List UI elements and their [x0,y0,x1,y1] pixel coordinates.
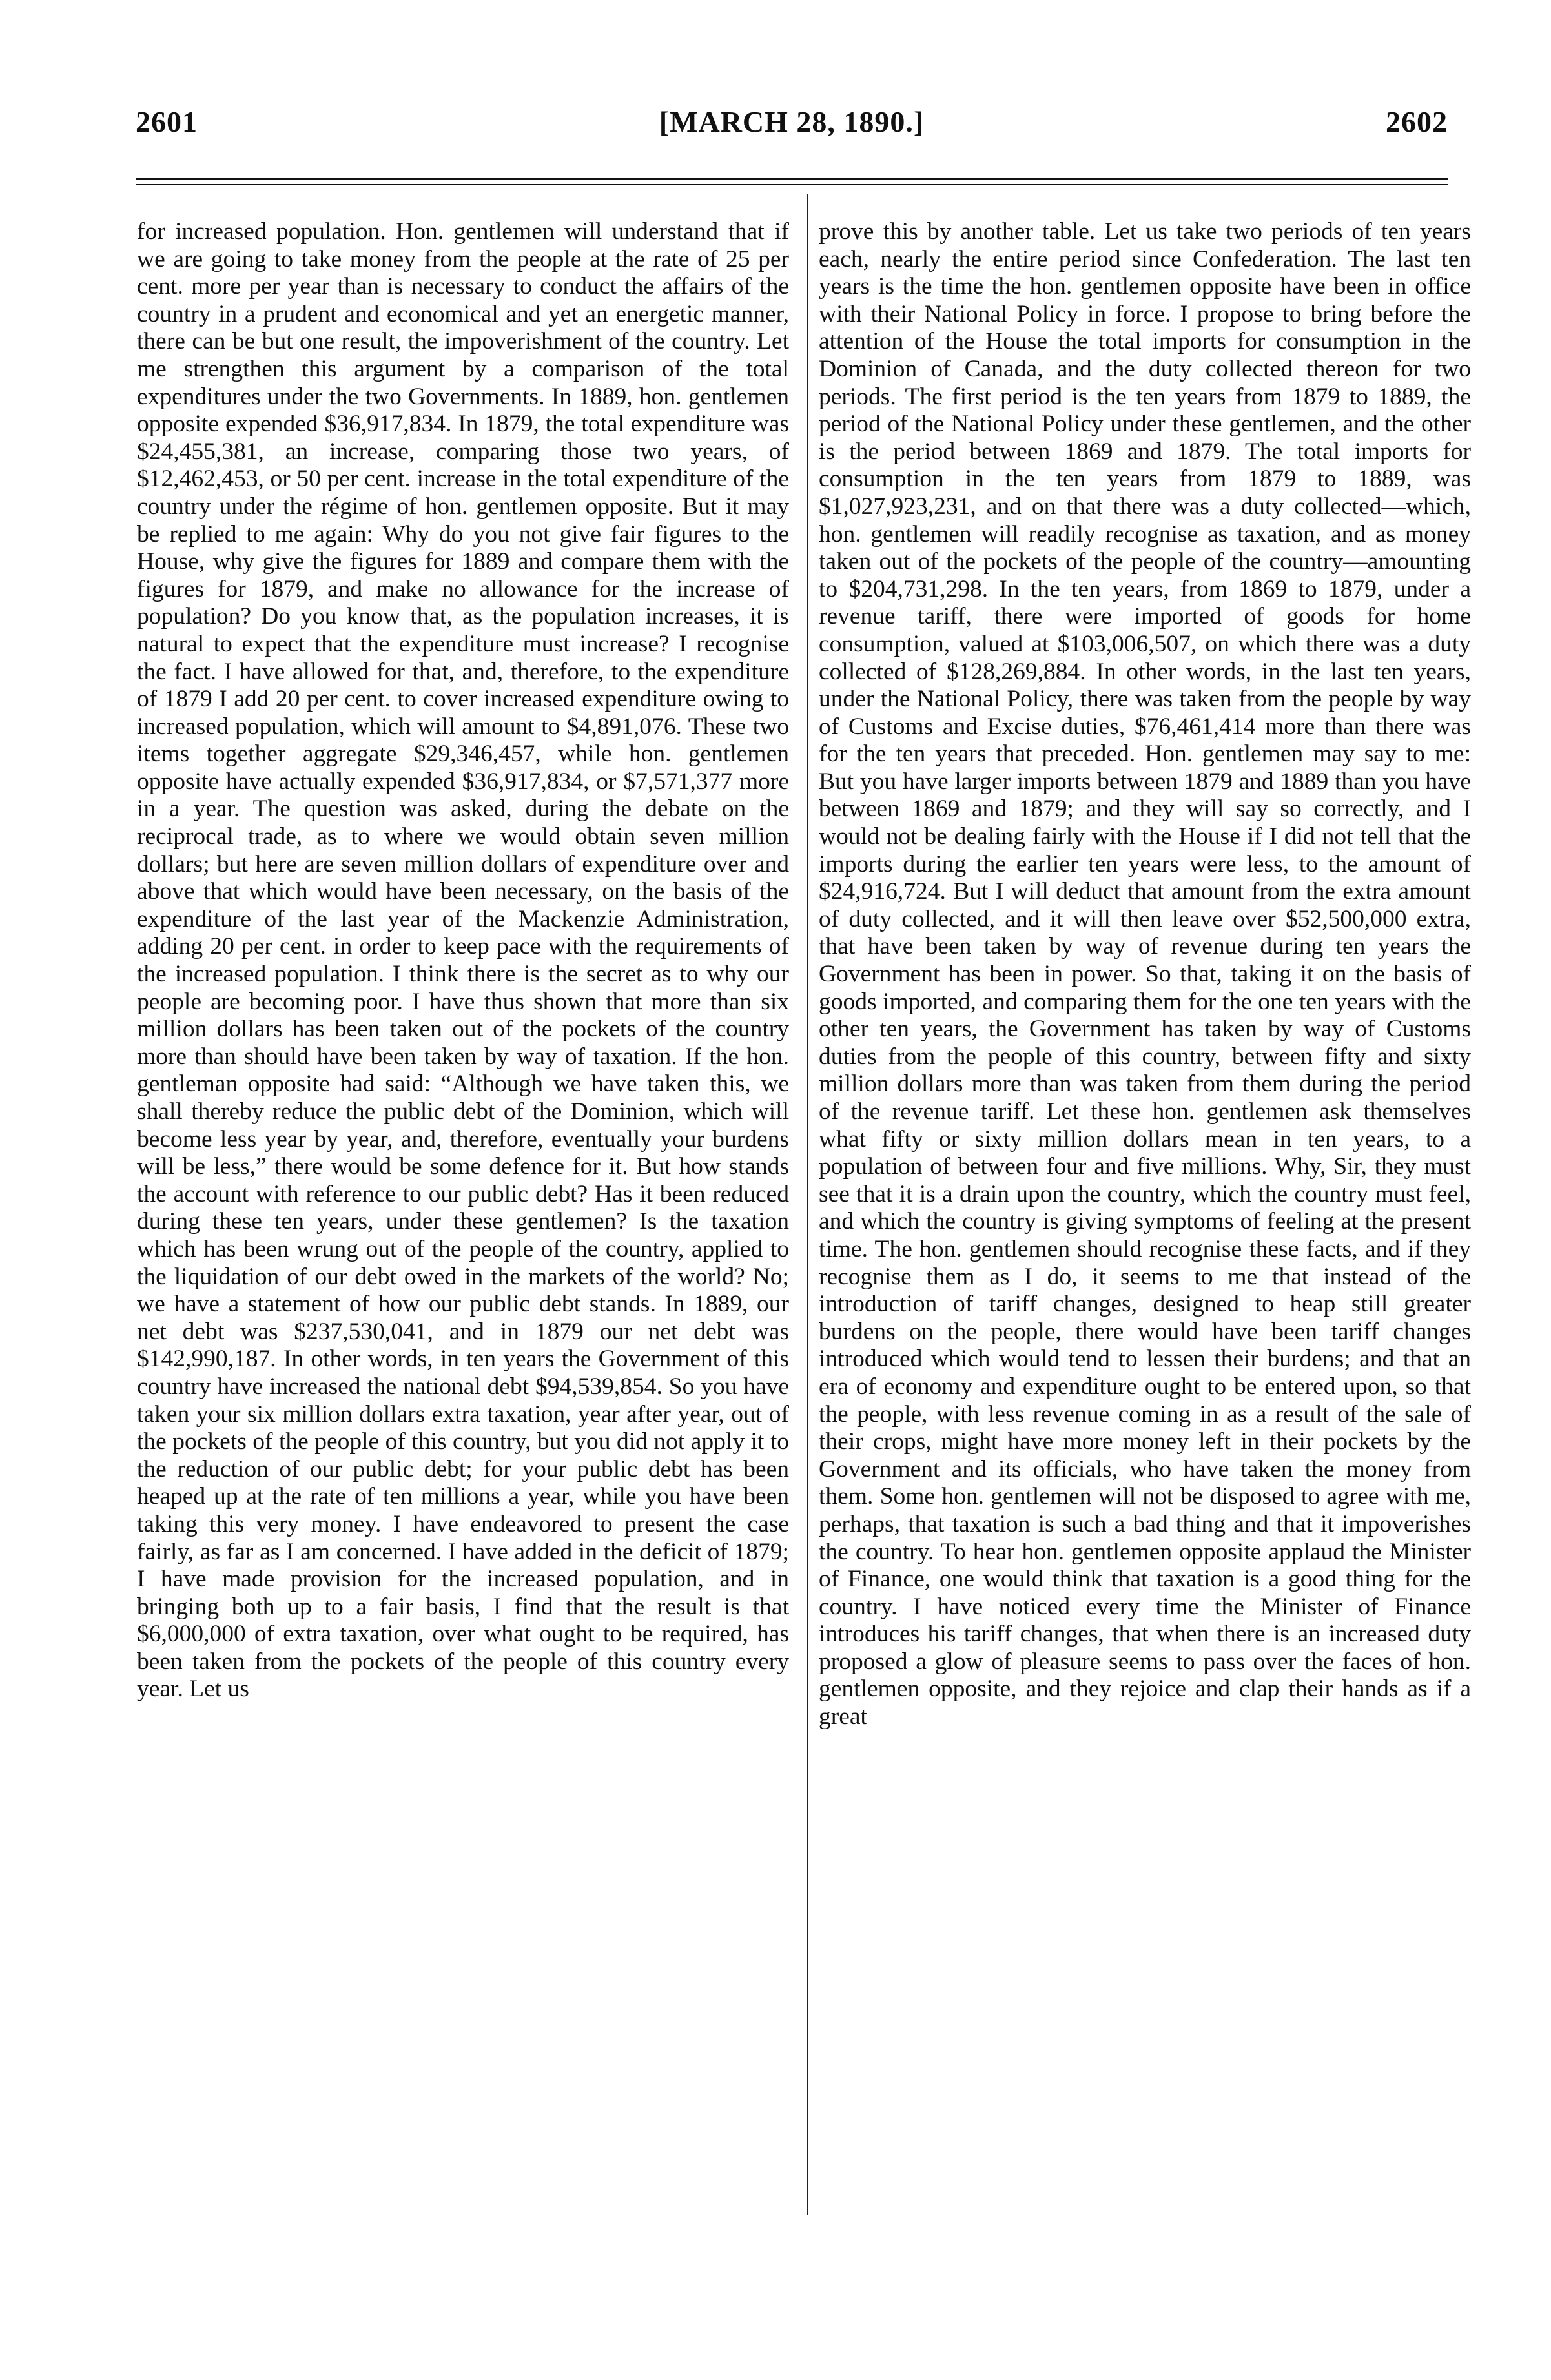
page-number-left: 2601 [136,105,198,138]
column-divider [807,194,808,2215]
right-column-text: prove this by another table. Let us take two periods of ten years each, nearly the entire period since Confederation. The last ten years is the time the hon. gentlemen opposite have been in office with their National Policy in force. I propose to bring before the attention of the House the total imports for consumption in the Dominion of Canada, and the duty collected thereon for two periods. The first period is the ten years from 1879 to 1889, the period of the National Policy under these gentlemen, and the other is the period between 1869 and 1879. The total imports for consumption in the ten years from 1879 to 1889, was $1,027,923,231, and on that there was a duty collected—which, hon. gentlemen will readily recognise as taxation, and as money taken out of the pockets of the people of the country—amounting to $204,731,298. In the ten years, from 1869 to 1879, under a revenue tariff, there were imported of goods for home consumption, valued at $103,006,507, on which there was a duty collected of $128,269,884. In other words, in the last ten years, under the National Policy, there was taken from the people by way of Customs and Excise duties, $76,461,414 more than there was for the ten years that preceded. Hon. gentlemen may say to me: But you have larger imports between 1879 and 1889 than you have between 1869 and 1879; and they will say so correctly, and I would not be dealing fairly with the House if I did not tell that the imports during the earlier ten years were less, to the amount of $24,916,724. But I will deduct that amount from the extra amount of duty collected, and it will then leave over $52,500,000 extra, that have been taken by way of revenue during ten years the Government has been in power. So that, taking it on the basis of goods imported, and comparing them for the one ten years with the other ten years, the Government has taken by way of Customs duties from the people of this country, between fifty and sixty million dollars more than was taken from them during the period of the revenue tariff. Let these hon. gentlemen ask themselves what fifty or sixty million dollars mean in ten years, to a population of between four and five millions. Why, Sir, they must see that it is a drain upon the country, which the country must feel, and which the country is giving symptoms of feeling at the present time. The hon. gentlemen should recognise these facts, and if they recognise them as I do, it seems to me that instead of the introduction of tariff changes, designed to heap still greater burdens on the people, there would have been tariff changes introduced which would tend to lessen their burdens; and that an era of economy and expenditure ought to be entered upon, so that the people, with less revenue coming in as a result of the sale of their crops, might have more money left in their pockets by the Government and its officials, who have taken the money from them. Some hon. gentlemen will not be disposed to agree with me, perhaps, that taxation is such a bad thing and that it impoverishes the country. To hear hon. gentlemen opposite applaud the Minister of Finance, one would think that taxation is a good thing for the country. I have noticed every time the Minister of Finance introduces his tariff changes, that when there is an increased duty proposed a glow of pleasure seems to pass over the faces of hon. gentlemen opposite, and they rejoice and clap their hands as if a great [819,218,1471,1730]
left-column-text: for increased population. Hon. gentlemen will understand that if we are going to take money from the people at the rate of 25 per cent. more per year than is necessary to conduct the affairs of the country in a prudent and economical and yet an energetic manner, there can be but one result, the impoverishment of the country. Let me strengthen this argument by a comparison of the total expenditures under the two Governments. In 1889, hon. gentlemen opposite expended $36,917,834. In 1879, the total expenditure was $24,455,381, an increase, comparing those two years, of $12,462,453, or 50 per cent. increase in the total expenditure of the country under the régime of hon. gentlemen opposite. But it may be replied to me again: Why do you not give fair figures to the House, why give the figures for 1889 and compare them with the figures for 1879, and make no allowance for the increase of population? Do you know that, as the population increases, it is natural to expect that the expenditure must increase? I recognise the fact. I have allowed for that, and, therefore, to the expenditure of 1879 I add 20 per cent. to cover increased expenditure owing to increased population, which will amount to $4,891,076. These two items together aggregate $29,346,457, while hon. gentlemen opposite have actually expended $36,917,834, or $7,571,377 more in a year. The question was asked, during the debate on the reciprocal trade, as to where we would obtain seven million dollars; but here are seven million dollars of expenditure over and above that which would have been necessary, on the basis of the expenditure of the last year of the Mackenzie Administration, adding 20 per cent. in order to keep pace with the requirements of the increased population. I think there is the secret as to why our people are becoming poor. I have thus shown that more than six million dollars has been taken out of the pockets of the country more than should have been taken by way of taxation. If the hon. gentleman opposite had said: “Although we have taken this, we shall thereby reduce the public debt of the Dominion, which will become less year by year, and, therefore, eventually your burdens will be less,” there would be some defence for it. But how stands the account with reference to our public debt? Has it been reduced during these ten years, under these gentlemen? Is the taxation which has been wrung out of the people of the country, applied to the liquidation of our debt owed in the markets of the world? No; we have a statement of how our public debt stands. In 1889, our net debt was $237,530,041, and in 1879 our net debt was $142,990,187. In other words, in ten years the Government of this country have increased the national debt $94,539,854. So you have taken your six million dollars extra taxation, year after year, out of the pockets of the people of this country, but you did not apply it to the reduction of our public debt; for your public debt has been heaped up at the rate of ten millions a year, while you have been taking this very money. I have endeavored to present the case fairly, as far as I am concerned. I have added in the deficit of 1879; I have made provision for the increased population, and in bringing both up to a fair basis, I find that the result is that $6,000,000 of extra taxation, over what ought to be required, has been taken from the pockets of the people of this country every year. Let us [137,218,789,1703]
header-rule-thick [136,178,1448,180]
right-column [819,218,1471,2226]
header-rule-thin [136,184,1448,185]
page-header [136,105,1448,150]
page-number-right: 2602 [1386,105,1448,138]
left-column [137,218,789,2226]
header-date: [MARCH 28, 1890.] [659,105,925,138]
